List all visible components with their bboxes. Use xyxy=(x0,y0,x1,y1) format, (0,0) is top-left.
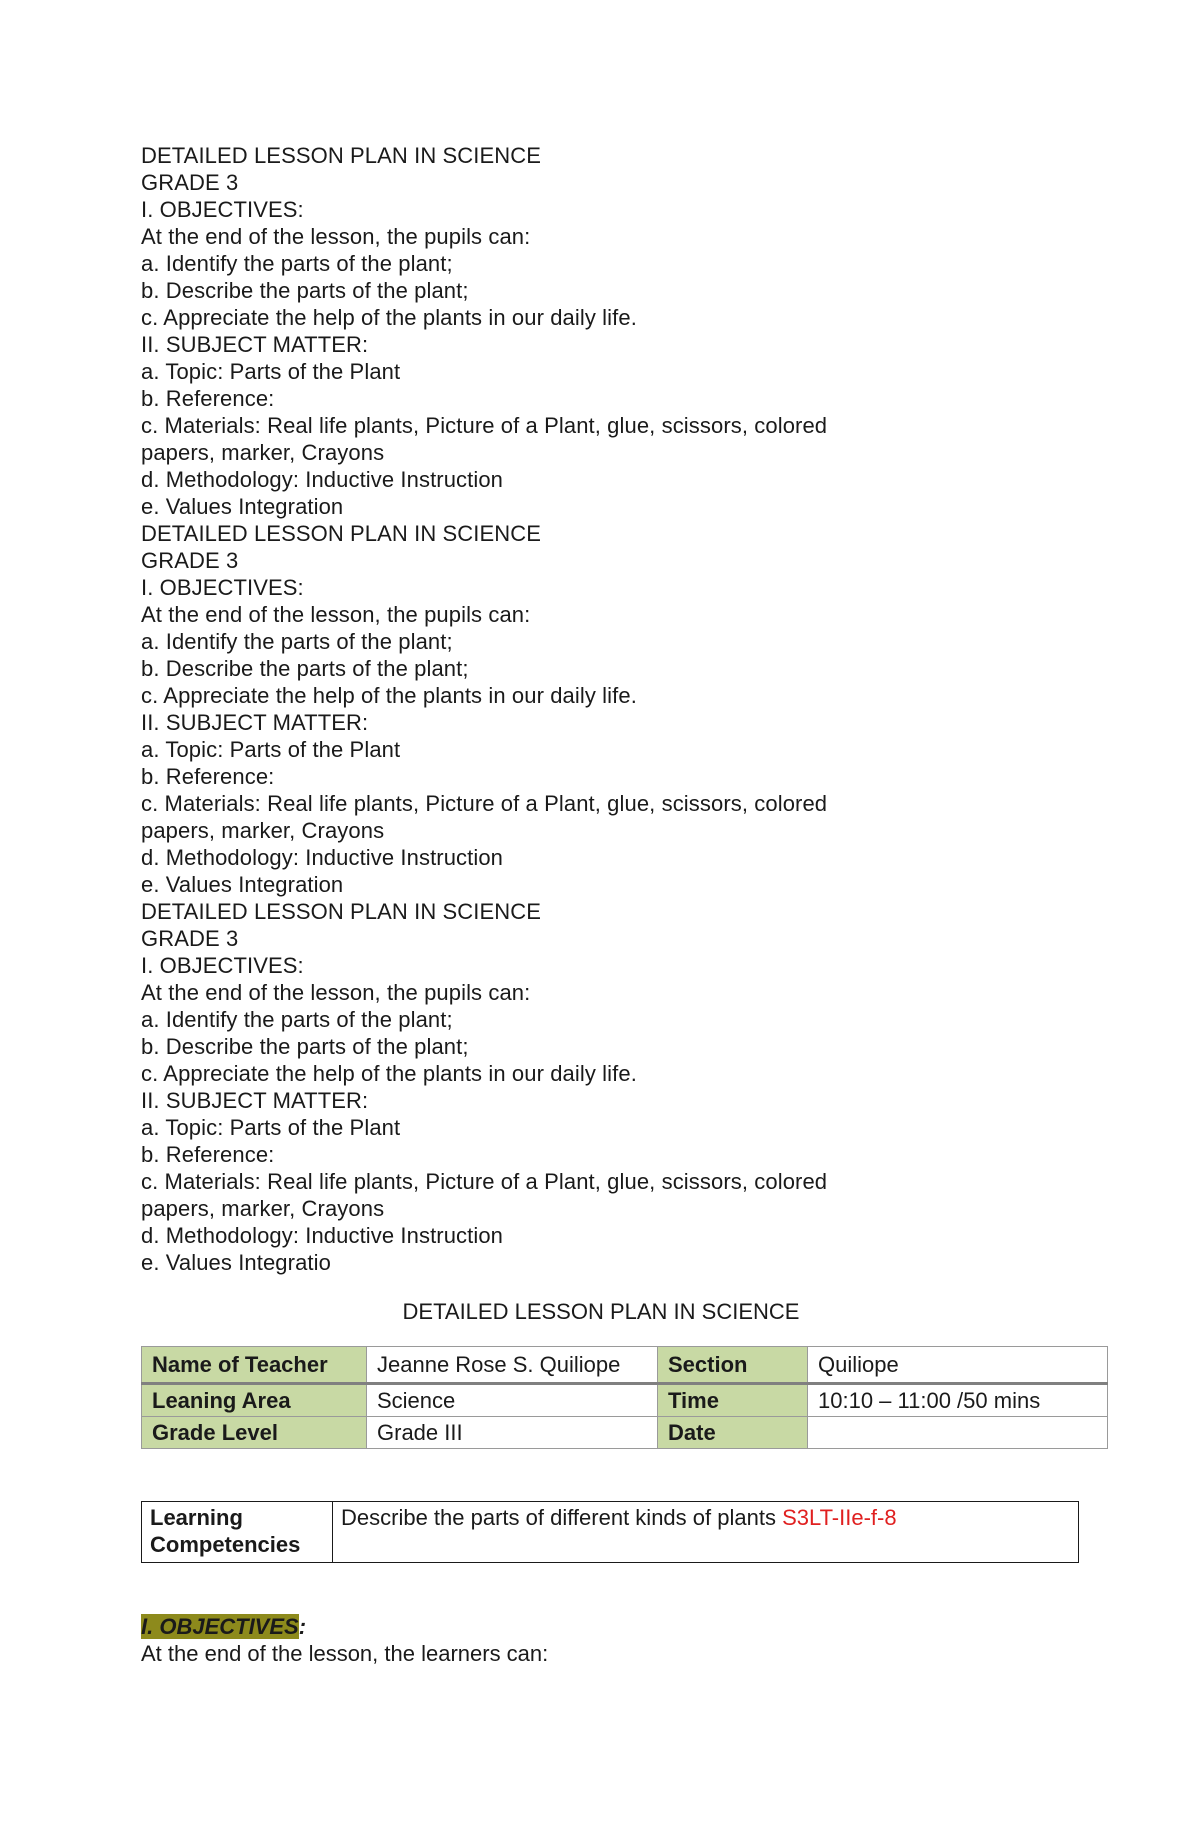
objectives-heading xyxy=(141,1613,1101,1640)
competency-label-line2: Competencies xyxy=(150,1532,301,1557)
text-line: e. Values Integration xyxy=(141,494,344,519)
text-line: At the end of the lesson, the pupils can: xyxy=(141,980,531,1005)
text-line: b. Reference: xyxy=(141,386,275,411)
learning-area-label: Leaning Area xyxy=(142,1384,367,1417)
competency-table xyxy=(141,1501,1079,1563)
time-value: 10:10 – 11:00 /50 mins xyxy=(808,1384,1108,1417)
text-line: c. Materials: Real life plants, Picture of a Plant, glue, scissors, colored xyxy=(141,413,828,438)
date-value xyxy=(808,1417,1108,1449)
section-value: Quiliope xyxy=(808,1347,1108,1384)
table-row xyxy=(142,1384,1108,1417)
text-line: GRADE 3 xyxy=(141,926,239,951)
repeated-lesson-text xyxy=(141,142,1101,1276)
section-label: Section xyxy=(658,1347,808,1384)
text-line: c. Appreciate the help of the plants in our daily life. xyxy=(141,683,637,708)
grade-level-label: Grade Level xyxy=(142,1417,367,1449)
text-line: I. OBJECTIVES: xyxy=(141,197,304,222)
text-line: a. Identify the parts of the plant; xyxy=(141,629,453,654)
objectives-heading-text: I. OBJECTIVES xyxy=(141,1614,299,1639)
competency-label xyxy=(142,1502,333,1563)
text-line: DETAILED LESSON PLAN IN SCIENCE xyxy=(141,143,542,168)
text-line: b. Describe the parts of the plant; xyxy=(141,278,469,303)
teacher-label: Name of Teacher xyxy=(142,1347,367,1384)
text-line: c. Materials: Real life plants, Picture of a Plant, glue, scissors, colored xyxy=(141,1169,828,1194)
text-line: a. Topic: Parts of the Plant xyxy=(141,737,401,762)
objectives-intro: At the end of the lesson, the learners can: xyxy=(141,1641,549,1666)
text-line: DETAILED LESSON PLAN IN SCIENCE xyxy=(141,521,542,546)
text-line: c. Appreciate the help of the plants in our daily life. xyxy=(141,1061,637,1086)
text-line: papers, marker, Crayons xyxy=(141,440,385,465)
text-line: d. Methodology: Inductive Instruction xyxy=(141,845,504,870)
text-line: b. Describe the parts of the plant; xyxy=(141,656,469,681)
text-line: At the end of the lesson, the pupils can: xyxy=(141,602,531,627)
objectives-heading-colon: : xyxy=(298,1614,307,1639)
text-line: I. OBJECTIVES: xyxy=(141,575,304,600)
text-line: e. Values Integratio xyxy=(141,1250,331,1275)
time-label: Time xyxy=(658,1384,808,1417)
text-line: d. Methodology: Inductive Instruction xyxy=(141,467,504,492)
competency-text: Describe the parts of different kinds of plants xyxy=(341,1505,783,1530)
competency-label-line1: Learning xyxy=(150,1505,243,1530)
text-line: a. Topic: Parts of the Plant xyxy=(141,359,401,384)
learning-area-value: Science xyxy=(367,1384,658,1417)
document-page xyxy=(141,142,1101,1667)
text-line: At the end of the lesson, the pupils can: xyxy=(141,224,531,249)
competency-code: S3LT-IIe-f-8 xyxy=(782,1505,897,1530)
table-row xyxy=(142,1417,1108,1449)
text-line: II. SUBJECT MATTER: xyxy=(141,332,369,357)
text-line: b. Reference: xyxy=(141,764,275,789)
lesson-info-table xyxy=(141,1346,1108,1449)
text-line: a. Identify the parts of the plant; xyxy=(141,1007,453,1032)
date-label: Date xyxy=(658,1417,808,1449)
text-line: c. Appreciate the help of the plants in our daily life. xyxy=(141,305,637,330)
table-row xyxy=(142,1347,1108,1384)
text-line: GRADE 3 xyxy=(141,170,239,195)
lesson-plan-title: DETAILED LESSON PLAN IN SCIENCE xyxy=(402,1299,800,1324)
text-line: d. Methodology: Inductive Instruction xyxy=(141,1223,504,1248)
text-line: II. SUBJECT MATTER: xyxy=(141,1088,369,1113)
text-line: e. Values Integration xyxy=(141,872,344,897)
teacher-value: Jeanne Rose S. Quiliope xyxy=(367,1347,658,1384)
competency-value xyxy=(333,1502,1079,1563)
text-line: GRADE 3 xyxy=(141,548,239,573)
grade-level-value: Grade III xyxy=(367,1417,658,1449)
text-line: c. Materials: Real life plants, Picture of a Plant, glue, scissors, colored xyxy=(141,791,828,816)
text-line: b. Reference: xyxy=(141,1142,275,1167)
text-line: b. Describe the parts of the plant; xyxy=(141,1034,469,1059)
text-line: papers, marker, Crayons xyxy=(141,818,385,843)
text-line: II. SUBJECT MATTER: xyxy=(141,710,369,735)
text-line: I. OBJECTIVES: xyxy=(141,953,304,978)
table-row xyxy=(142,1502,1079,1563)
text-line: papers, marker, Crayons xyxy=(141,1196,385,1221)
text-line: DETAILED LESSON PLAN IN SCIENCE xyxy=(141,899,542,924)
text-line: a. Identify the parts of the plant; xyxy=(141,251,453,276)
text-line: a. Topic: Parts of the Plant xyxy=(141,1115,401,1140)
